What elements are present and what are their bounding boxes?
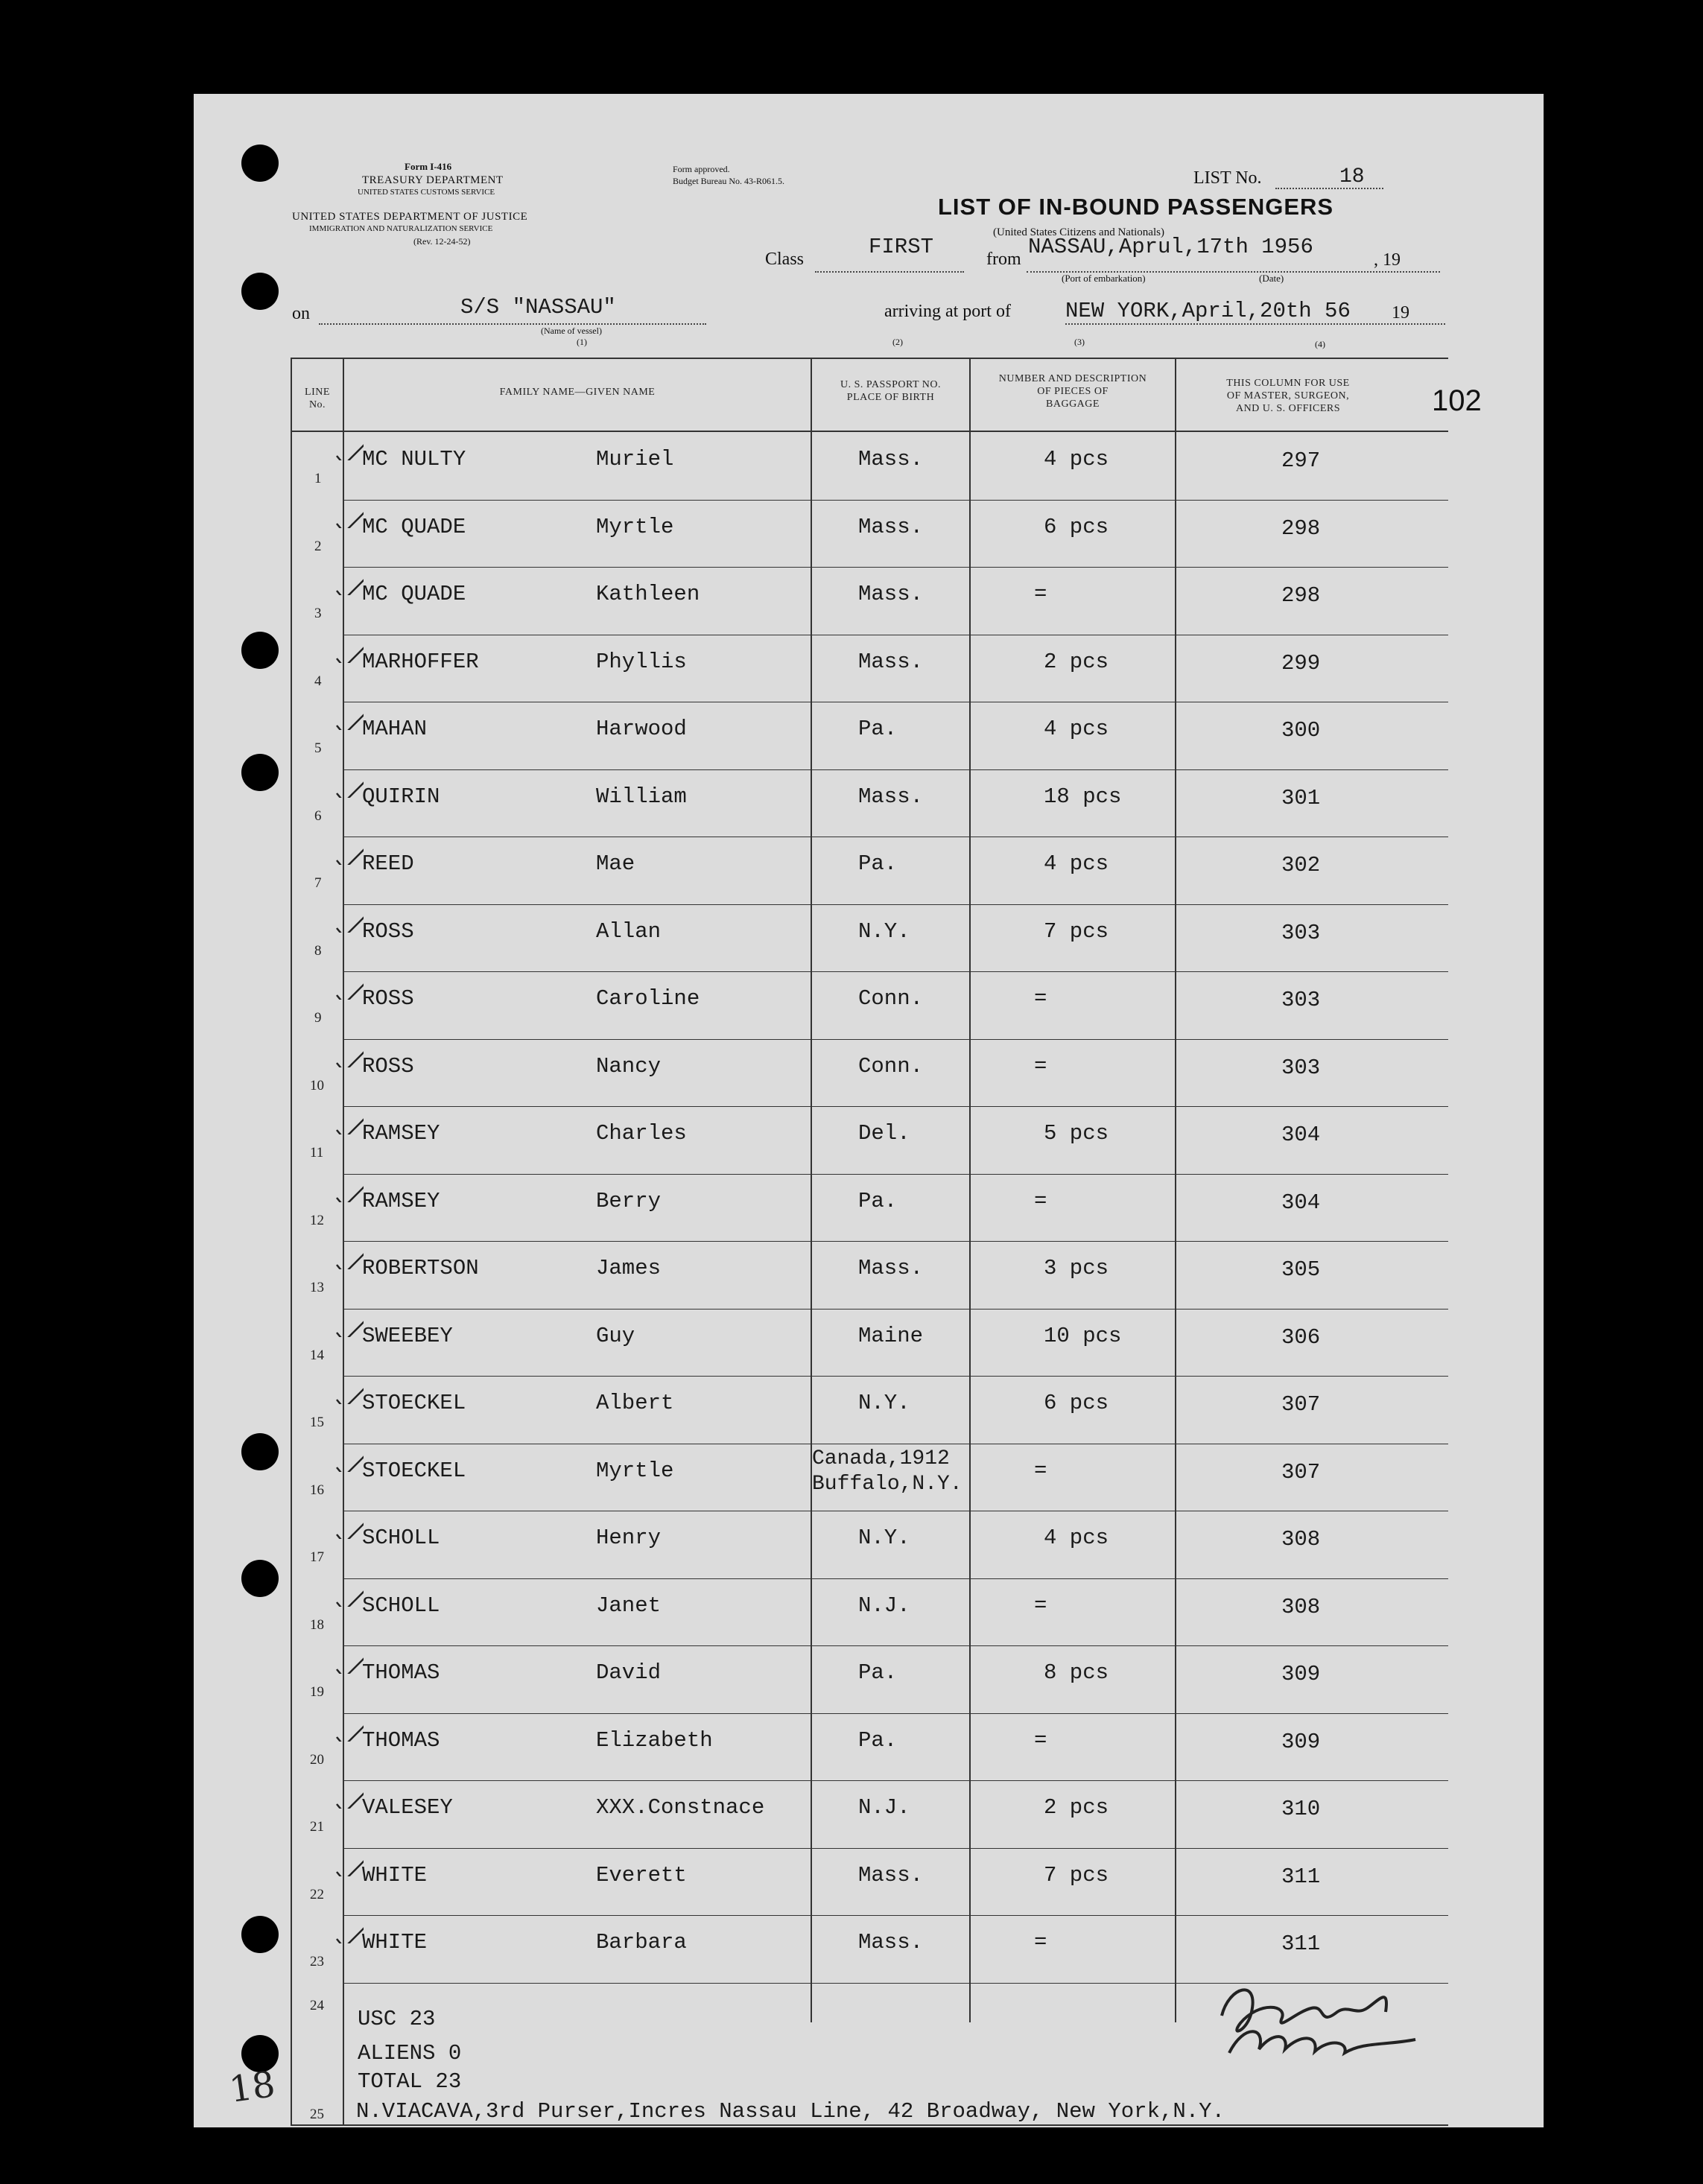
row-divider: [343, 1848, 1448, 1849]
officer-number: 311: [1281, 1931, 1321, 1956]
check-mark-icon: [334, 1854, 364, 1876]
row-number: 6: [314, 807, 322, 824]
family-name: REED: [362, 851, 414, 876]
place-of-birth: Pa.: [858, 1660, 898, 1685]
baggage: =: [1034, 1188, 1047, 1213]
row-number: 16: [310, 1482, 324, 1498]
check-mark-icon: [334, 573, 364, 595]
given-name: Phyllis: [596, 649, 687, 674]
officer-number: 306: [1281, 1324, 1321, 1350]
baggage: =: [1034, 1930, 1047, 1955]
page-subtitle: (United States Citizens and Nationals): [993, 226, 1164, 238]
vessel-num: (1): [577, 337, 587, 347]
check-mark-icon: [334, 708, 364, 730]
family-name: ROSS: [362, 918, 414, 944]
row-number: 4: [314, 673, 322, 689]
family-name: STOECKEL: [362, 1458, 466, 1483]
col-name-header: FAMILY NAME—GIVEN NAME: [499, 387, 656, 398]
officer-number: 303: [1281, 988, 1321, 1012]
row-divider: [343, 567, 1448, 568]
family-name: ROBERTSON: [362, 1256, 479, 1280]
row-number-25: 25: [310, 2107, 324, 2122]
row-number: 10: [310, 1077, 324, 1093]
place-of-birth: N.J.: [858, 1795, 910, 1820]
customs-service: UNITED STATES CUSTOMS SERVICE: [358, 188, 495, 197]
check-mark-icon: [334, 842, 364, 865]
baggage: 7 pcs: [1044, 918, 1109, 944]
baggage: 8 pcs: [1044, 1660, 1109, 1685]
row-divider: [343, 1713, 1448, 1714]
family-name: SCHOLL: [362, 1526, 440, 1550]
baggage: 18 pcs: [1044, 784, 1122, 809]
given-name: Myrtle: [596, 514, 674, 539]
family-name: MC QUADE: [362, 582, 466, 606]
check-mark-icon: [334, 1315, 364, 1337]
family-name: THOMAS: [362, 1727, 440, 1753]
arrival-year: 19: [1392, 303, 1409, 323]
officer-number: 301: [1281, 785, 1321, 810]
given-name: Guy: [596, 1323, 635, 1348]
year-suffix: , 19: [1374, 250, 1401, 270]
row-divider: [343, 1241, 1448, 1242]
given-name: William: [596, 784, 687, 809]
baggage: 4 pcs: [1044, 851, 1109, 876]
place-of-birth: Mass.: [858, 1862, 924, 1888]
baggage: 6 pcs: [1044, 514, 1109, 539]
row-number: 13: [310, 1280, 324, 1295]
arrival-value: NEW YORK,April,20th 56: [1065, 299, 1351, 323]
family-name: MAHAN: [362, 717, 428, 741]
purser-line: N.VIACAVA,3rd Purser,Incres Nassau Line, 42 Broadway, New York,N.Y.: [356, 2099, 1225, 2124]
check-mark-icon: [334, 1921, 364, 1943]
check-mark-icon: [334, 1247, 364, 1269]
place-of-birth: N.Y.: [858, 1391, 910, 1415]
col-officers-header: THIS COLUMN FOR USE OF MASTER, SURGEON, AND U. S. OFFICERS: [1226, 378, 1350, 414]
check-mark-icon: [334, 1584, 364, 1607]
punch-hole: [241, 1433, 279, 1470]
class-label: Class: [765, 250, 805, 269]
given-name: Allan: [596, 918, 662, 944]
col-num-2: (2): [892, 337, 903, 347]
baggage: 5 pcs: [1044, 1121, 1109, 1146]
officer-number: 308: [1281, 1594, 1321, 1619]
row-divider: [343, 769, 1448, 770]
officer-number: 298: [1281, 583, 1321, 608]
check-mark-icon: [334, 1786, 364, 1809]
date-label: (Date): [1259, 273, 1284, 284]
row-number: 3: [314, 606, 322, 621]
row-divider: [343, 500, 1448, 501]
row-divider: [343, 904, 1448, 905]
officer-number: 308: [1281, 1527, 1321, 1552]
check-mark-icon: [334, 1719, 364, 1742]
check-mark-icon: [334, 506, 364, 528]
baggage: =: [1034, 582, 1047, 606]
family-name: THOMAS: [362, 1660, 440, 1685]
family-name: STOECKEL: [362, 1391, 466, 1415]
row-number: 19: [310, 1684, 324, 1700]
place-of-birth: N.J.: [858, 1593, 910, 1618]
place-of-birth: Canada,1912 Buffalo,N.Y.: [812, 1447, 963, 1496]
family-name: ROSS: [362, 986, 414, 1011]
row-number: 5: [314, 740, 322, 756]
grand-total: TOTAL 23: [358, 2069, 462, 2094]
aliens-total: ALIENS 0: [358, 2041, 462, 2066]
row-number: 14: [310, 1347, 324, 1363]
place-of-birth: Mass.: [858, 649, 924, 674]
officer-number: 304: [1281, 1190, 1321, 1215]
check-mark-icon: [334, 1180, 364, 1202]
baggage: 2 pcs: [1044, 1795, 1109, 1820]
family-name: SCHOLL: [362, 1593, 440, 1618]
place-of-birth: Mass.: [858, 784, 924, 809]
officer-number: 307: [1281, 1459, 1321, 1485]
row-number: 17: [310, 1549, 324, 1565]
family-name: MC QUADE: [362, 514, 466, 539]
punch-hole: [241, 754, 279, 791]
given-name: Barbara: [596, 1930, 687, 1955]
usc-total: USC 23: [358, 2007, 436, 2031]
officer-number: 300: [1281, 718, 1321, 743]
family-name: WHITE: [362, 1930, 428, 1955]
place-of-birth: Maine: [858, 1323, 924, 1348]
vessel-label: (Name of vessel): [541, 326, 602, 336]
row-number: 12: [310, 1212, 324, 1228]
port-embark-label: (Port of embarkation): [1062, 273, 1146, 284]
officer-number: 297: [1281, 448, 1321, 473]
family-name: MARHOFFER: [362, 649, 479, 674]
place-of-birth: Conn.: [858, 1053, 924, 1079]
baggage: =: [1034, 1593, 1047, 1618]
revision: (Rev. 12-24-52): [413, 236, 471, 247]
family-name: RAMSEY: [362, 1188, 440, 1213]
place-of-birth: Pa.: [858, 851, 898, 876]
given-name: Kathleen: [596, 582, 700, 606]
baggage: 4 pcs: [1044, 1526, 1109, 1550]
form-number: Form I-416: [405, 161, 452, 172]
officer-signature: [1207, 1971, 1430, 2068]
punch-hole: [241, 1916, 279, 1953]
ins-label: IMMIGRATION AND NATURALIZATION SERVICE: [309, 224, 493, 233]
list-no-value: 18: [1339, 165, 1365, 188]
place-of-birth: Mass.: [858, 1930, 924, 1955]
place-of-birth: Mass.: [858, 447, 924, 472]
arriving-label: arriving at port of: [884, 302, 1011, 321]
baggage: 10 pcs: [1044, 1323, 1122, 1348]
check-mark-icon: [334, 438, 364, 460]
check-mark-icon: [334, 1382, 364, 1404]
margin-note: 18: [226, 2063, 278, 2111]
check-mark-icon: [334, 977, 364, 1000]
row-number: 21: [310, 1819, 324, 1835]
form-approved: Form approved.: [673, 164, 730, 174]
baggage: 2 pcs: [1044, 649, 1109, 674]
place-of-birth: Del.: [858, 1121, 910, 1146]
check-mark-icon: [334, 1450, 364, 1472]
given-name: Janet: [596, 1593, 662, 1618]
given-name: Charles: [596, 1121, 687, 1146]
baggage: =: [1034, 1458, 1047, 1483]
family-name: VALESEY: [362, 1795, 453, 1820]
justice-dept: UNITED STATES DEPARTMENT OF JUSTICE: [292, 211, 528, 223]
given-name: James: [596, 1256, 662, 1280]
place-of-birth: Pa.: [858, 717, 898, 741]
baggage: 4 pcs: [1044, 447, 1109, 472]
from-value: NASSAU,Aprul,17th 1956: [1028, 235, 1313, 259]
family-name: QUIRIN: [362, 784, 440, 809]
given-name: Henry: [596, 1526, 662, 1550]
col-num-3: (3): [1074, 337, 1085, 347]
row-number: 7: [314, 875, 322, 891]
on-label: on: [292, 304, 310, 323]
row-number: 2: [314, 538, 322, 554]
row-number: 18: [310, 1616, 324, 1633]
punch-hole: [241, 1560, 279, 1597]
family-name: RAMSEY: [362, 1121, 440, 1146]
officer-number: 307: [1281, 1392, 1321, 1417]
check-mark-icon: [334, 910, 364, 933]
punch-hole: [241, 273, 279, 310]
row-divider: [343, 1106, 1448, 1107]
check-mark-icon: [334, 1045, 364, 1067]
place-of-birth: Mass.: [858, 1256, 924, 1280]
row-number: 22: [310, 1886, 324, 1902]
place-of-birth: Conn.: [858, 986, 924, 1011]
budget-bureau: Budget Bureau No. 43-R061.5.: [673, 176, 784, 186]
officer-number: 309: [1281, 1662, 1321, 1686]
from-label: from: [986, 250, 1021, 269]
given-name: Berry: [596, 1188, 662, 1213]
row-divider: [343, 1780, 1448, 1781]
officer-number: 311: [1281, 1864, 1321, 1889]
baggage: 6 pcs: [1044, 1391, 1109, 1415]
row-divider: [343, 1039, 1448, 1040]
check-mark-icon: [334, 1112, 364, 1134]
place-of-birth: Mass.: [858, 514, 924, 539]
place-of-birth: Pa.: [858, 1727, 898, 1753]
officer-number: 302: [1281, 853, 1321, 877]
given-name: David: [596, 1660, 662, 1685]
col-num-4: (4): [1315, 339, 1325, 349]
row-divider: [343, 1376, 1448, 1377]
given-name: Albert: [596, 1391, 674, 1415]
col-passport-header: U. S. PASSPORT NO. PLACE OF BIRTH: [840, 379, 941, 403]
col-line-header: LINE No.: [305, 387, 330, 410]
row-number: 11: [310, 1145, 324, 1161]
treasury-dept: TREASURY DEPARTMENT: [362, 174, 504, 186]
check-mark-icon: [334, 1651, 364, 1674]
given-name: Mae: [596, 851, 635, 876]
class-value: FIRST: [869, 235, 934, 259]
family-name: ROSS: [362, 1053, 414, 1079]
place-of-birth: N.Y.: [858, 918, 910, 944]
punch-hole: [241, 145, 279, 182]
officer-number: 309: [1281, 1729, 1321, 1754]
list-no-label: LIST No.: [1193, 168, 1262, 188]
given-name: Harwood: [596, 717, 687, 741]
officer-number: 303: [1281, 1055, 1321, 1080]
row-number: 23: [310, 1954, 324, 1969]
row-divider: [343, 1915, 1448, 1916]
baggage: 7 pcs: [1044, 1862, 1109, 1888]
baggage: =: [1034, 986, 1047, 1011]
baggage: 4 pcs: [1044, 717, 1109, 741]
row-divider: [343, 1578, 1448, 1579]
baggage: 3 pcs: [1044, 1256, 1109, 1280]
row-divider: [343, 1645, 1448, 1646]
officer-number: 303: [1281, 920, 1321, 945]
family-name: MC NULTY: [362, 447, 466, 472]
row-divider: [343, 1174, 1448, 1175]
row-divider: [343, 1309, 1448, 1310]
check-mark-icon: [334, 775, 364, 798]
punch-hole: [241, 632, 279, 669]
row-number: 9: [314, 1010, 322, 1026]
vessel-name: S/S "NASSAU": [460, 295, 616, 320]
row-number: 8: [314, 942, 322, 959]
given-name: Myrtle: [596, 1458, 674, 1483]
officer-number: 310: [1281, 1797, 1321, 1821]
officer-number: 305: [1281, 1257, 1321, 1282]
place-of-birth: Pa.: [858, 1188, 898, 1213]
row-number: 20: [310, 1751, 324, 1768]
place-of-birth: Mass.: [858, 582, 924, 606]
given-name: Caroline: [596, 986, 700, 1011]
given-name: Muriel: [596, 447, 674, 472]
check-mark-icon: [334, 641, 364, 663]
baggage: =: [1034, 1053, 1047, 1079]
check-mark-icon: [334, 1517, 364, 1539]
row-divider: [343, 971, 1448, 972]
family-name: SWEEBEY: [362, 1323, 453, 1348]
manifest-page: [194, 94, 1544, 2127]
given-name: XXX.Constnace: [596, 1795, 765, 1820]
row-number-24: 24: [310, 1998, 324, 2013]
given-name: Elizabeth: [596, 1727, 713, 1753]
row-number: 1: [314, 471, 322, 486]
given-name: Nancy: [596, 1053, 662, 1079]
col-baggage-header: NUMBER AND DESCRIPTION OF PIECES OF BAGGAGE: [998, 373, 1147, 410]
family-name: WHITE: [362, 1862, 428, 1888]
baggage: =: [1034, 1727, 1047, 1753]
page-title: LIST OF IN-BOUND PASSENGERS: [938, 194, 1334, 220]
officer-number: 299: [1281, 650, 1321, 676]
row-number: 15: [310, 1415, 324, 1430]
place-of-birth: N.Y.: [858, 1526, 910, 1550]
officer-number: 298: [1281, 515, 1321, 541]
page-number: 102: [1432, 384, 1482, 417]
officer-number: 304: [1281, 1123, 1321, 1147]
given-name: Everett: [596, 1862, 687, 1888]
